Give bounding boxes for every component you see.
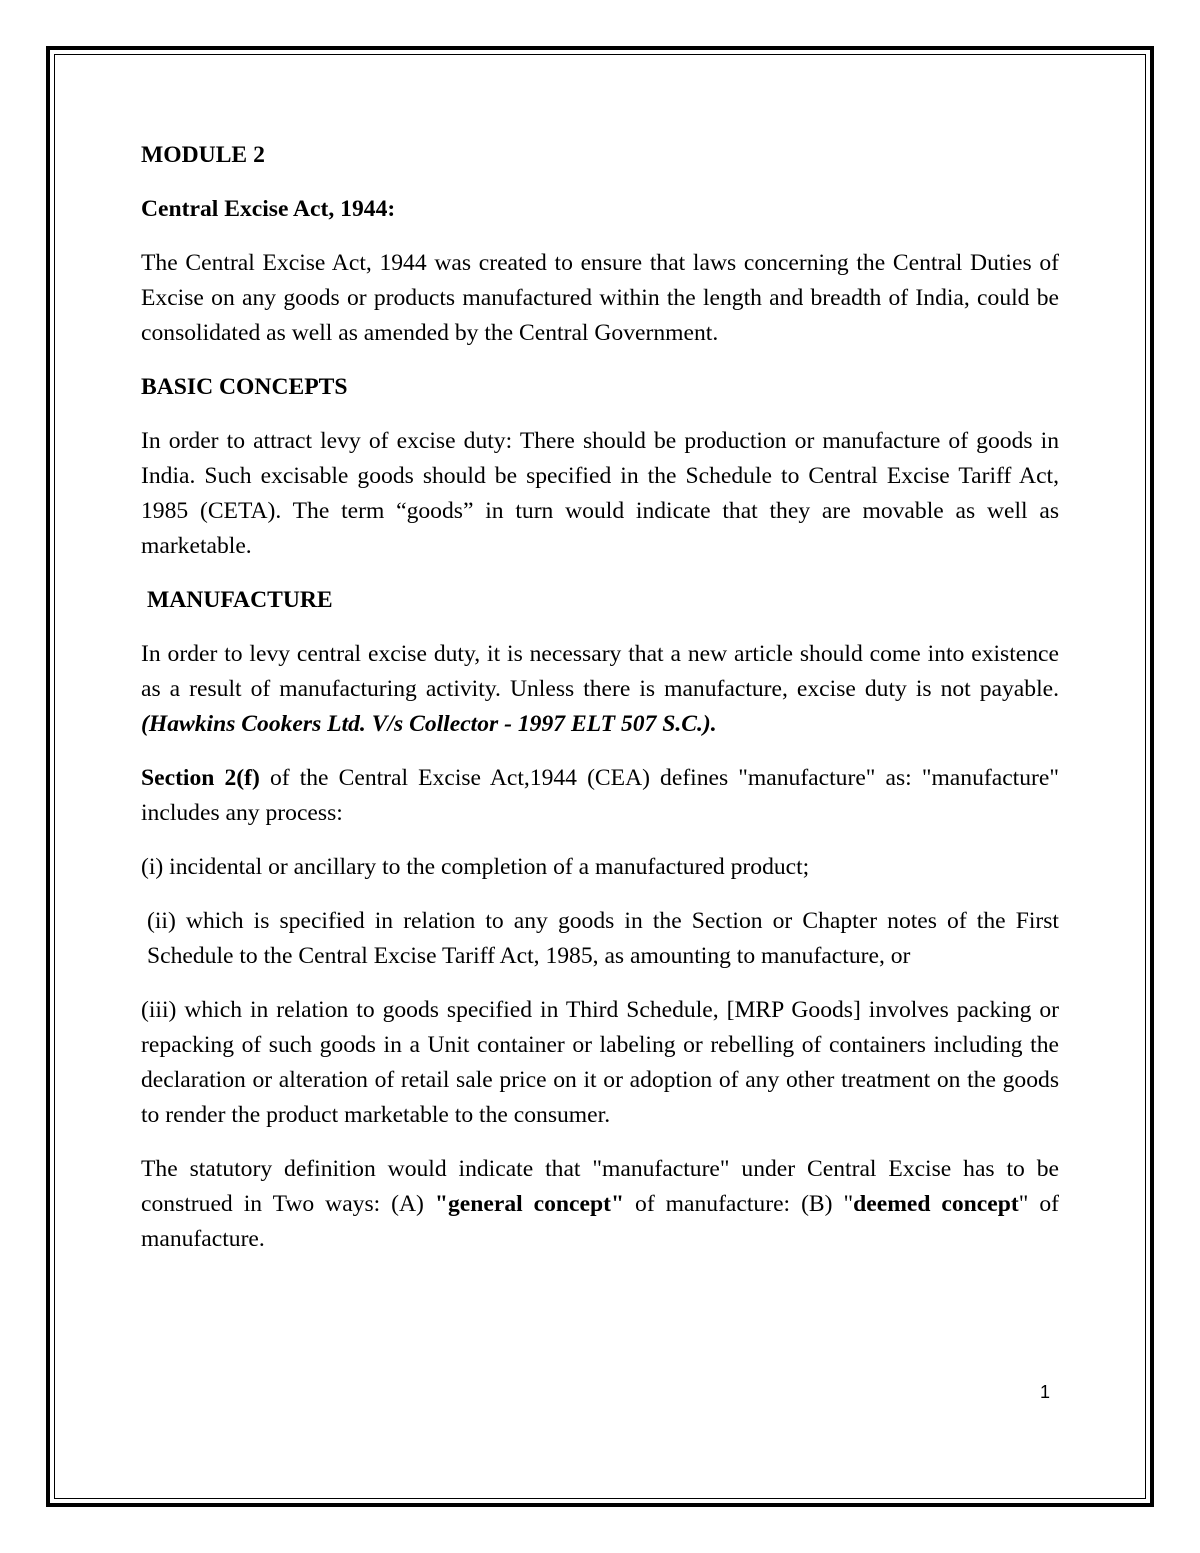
intro-paragraph: The Central Excise Act, 1944 was created to ensure that laws concerning the Central Duties of Excise on any goods or products manufactured within the length and breadth of India, could be consolidated as well as amended by the Central Government. xyxy=(141,250,1059,346)
page-number: 1 xyxy=(1040,1382,1051,1402)
clause-ii: (ii) which is specified in relation to any goods in the Section or Chapter notes of the First Schedule to the Central Excise Tariff Act, 1985, as amounting to manufacture, or xyxy=(147,908,1059,969)
manufacture-paragraph xyxy=(141,637,1059,742)
general-concept: "general concept" xyxy=(434,1191,625,1217)
act-heading: Central Excise Act, 1944: xyxy=(141,196,396,222)
basic-concepts-paragraph: In order to attract levy of excise duty: There should be production or manufacture of goods in India. Such excisable goods should be specified in the Schedule to Central Excise Tariff Act, 1985 (CETA). The term “goods” in turn would indicate that they are movable as well as marketable. xyxy=(141,428,1059,559)
statutory-text-1: The statutory definition would indicate that "manufacture" under Central Excise has to be construed in Two ways: (A) xyxy=(141,1156,1059,1217)
module-title: MODULE 2 xyxy=(141,142,265,168)
clause-iii: (iii) which in relation to goods specified in Third Schedule, [MRP Goods] involves packing or repacking of such goods in a Unit container or labeling or rebelling of containers including the declaration or alteration of retail sale price on it or adoption of any other treatment on the goods to render the product marketable to the consumer. xyxy=(141,997,1059,1128)
manufacture-paragraph-text: In order to levy central excise duty, it is necessary that a new article should come into existence as a result of manufacturing activity. Unless there is manufacture, excise duty is not payable. xyxy=(141,641,1059,702)
case-citation: (Hawkins Cookers Ltd. V/s Collector - 1997 ELT 507 S.C.). xyxy=(141,711,717,737)
statutory-text-3: " of manufacture. xyxy=(141,1191,1059,1252)
section-definition xyxy=(141,761,1059,831)
statutory-paragraph xyxy=(141,1152,1059,1257)
document-body xyxy=(141,138,1059,1276)
basic-concepts-heading: BASIC CONCEPTS xyxy=(141,374,348,400)
manufacture-heading: MANUFACTURE xyxy=(147,587,333,613)
section-label: Section 2(f) xyxy=(141,765,260,791)
statutory-text-2: of manufacture: (B) " xyxy=(624,1191,854,1217)
clause-i: (i) incidental or ancillary to the completion of a manufactured product; xyxy=(141,854,810,880)
section-text: of the Central Excise Act,1944 (CEA) defines "manufacture" as: "manufacture" includes any process: xyxy=(141,765,1059,826)
deemed-concept: deemed concept xyxy=(853,1191,1019,1217)
